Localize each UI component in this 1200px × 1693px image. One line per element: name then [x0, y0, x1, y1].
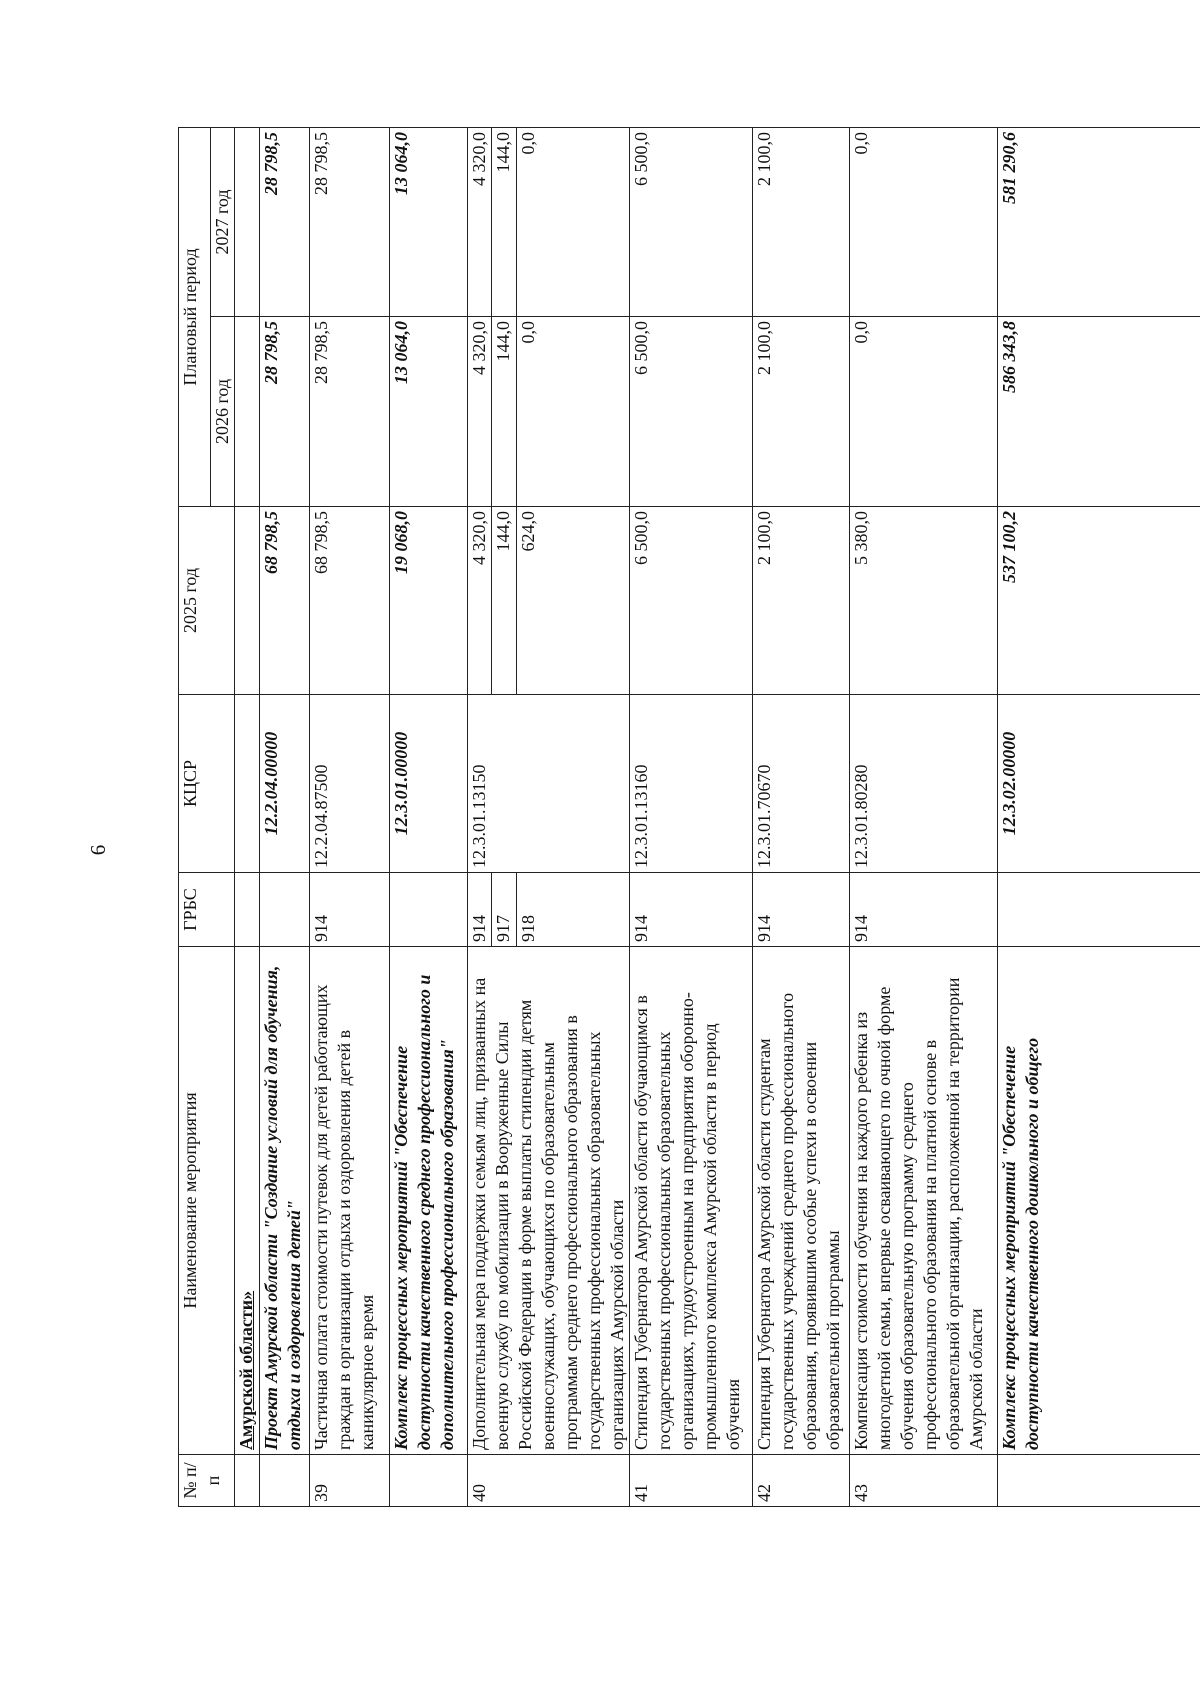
- header-kcsr: КЦСР: [179, 695, 235, 873]
- table-row: [753, 127, 850, 1506]
- row-2025: 537 100,2: [998, 507, 1200, 695]
- row-2027: 581 290,6: [998, 127, 1200, 316]
- row-2026: 4 320,0: [468, 317, 492, 507]
- row-2027: 28 798,5: [310, 127, 390, 316]
- row-2026: 13 064,0: [390, 317, 468, 507]
- row-kcsr: 12.3.01.00000: [390, 695, 468, 873]
- table-row: [260, 127, 310, 1506]
- row-grbs: 914: [850, 873, 998, 947]
- row-no: 41: [630, 1455, 753, 1507]
- row-name: Частичная оплата стоимости путевок для детей работающих граждан в организации отдыха и оздоровления детей в каникулярное время: [310, 947, 390, 1455]
- row-2025: 68 798,5: [260, 507, 310, 695]
- table-row: [390, 127, 468, 1506]
- row-2026: 2 100,0: [753, 317, 850, 507]
- row-name: Стипендия Губернатора Амурской области студентам государственных учреждений среднего профессионального образования, проявившим особые успехи в освоении образовательной программы: [753, 947, 850, 1455]
- rotated-table-wrapper: [178, 128, 1200, 1507]
- row-name: Компенсация стоимости обучения на каждого ребенка из многодетной семьи, впервые осваивающего по очной форме обучения образовательную программу среднего профессионального образования на платной основе в образовательной организации, расположенной на территории Амурской области: [850, 947, 998, 1455]
- row-2025: 624,0: [516, 507, 629, 695]
- row-2027: 4 320,0: [468, 127, 492, 316]
- header-2027: 2027 год: [211, 127, 235, 316]
- row-no: 39: [310, 1455, 390, 1507]
- row-2026: 0,0: [516, 317, 629, 507]
- row-2025: 19 068,0: [390, 507, 468, 695]
- row-2025: 68 798,5: [310, 507, 390, 695]
- row-name: Проект Амурской области "Создание условий для обучения, отдыха и оздоровления детей": [260, 947, 310, 1455]
- row-no: 40: [468, 1455, 630, 1507]
- row-name: Стипендия Губернатора Амурской области обучающимся в государственных профессиональных образовательных организациях, трудоустроенным на предприятия оборонно-промышленного комплекса Амурской области в период обучения: [630, 947, 753, 1455]
- row-2027: 0,0: [516, 127, 629, 316]
- row-kcsr: 12.3.01.13160: [630, 695, 753, 873]
- row-2026: 586 343,8: [998, 317, 1200, 507]
- row-kcsr: 12.3.01.70670: [753, 695, 850, 873]
- row-2027: 0,0: [850, 127, 998, 316]
- header-2025: 2025 год: [179, 507, 235, 695]
- row-name: Комплекс процессных мероприятий "Обеспечение доступности качественного среднего профессионального и дополнительного профессионального образования": [390, 947, 468, 1455]
- row-2025: 4 320,0: [468, 507, 492, 695]
- row-no: 42: [753, 1455, 850, 1507]
- page-number: 6: [86, 844, 110, 856]
- header-grbs: ГРБС: [179, 873, 235, 947]
- row-kcsr: 12.3.01.80280: [850, 695, 998, 873]
- row-kcsr: 12.3.02.00000: [998, 695, 1200, 873]
- table-row: [998, 127, 1200, 1506]
- header-name: Наименование мероприятия: [179, 947, 235, 1455]
- row-2026: 28 798,5: [260, 317, 310, 507]
- row-2027: 13 064,0: [390, 127, 468, 316]
- row-name: Амурской области»: [235, 947, 260, 1455]
- row-grbs: 914: [753, 873, 850, 947]
- row-name: Комплекс процессных мероприятий "Обеспечение доступности качественного дошкольного и общего: [998, 947, 1200, 1455]
- row-kcsr: 12.3.01.13150: [468, 695, 630, 873]
- row-kcsr: 12.2.04.87500: [310, 695, 390, 873]
- header-no: № п/п: [179, 1455, 235, 1507]
- row-2025: 5 380,0: [850, 507, 998, 695]
- row-name: Дополнительная мера поддержки семьям лиц, призванных на военную службу по мобилизации в Вооруженные Силы Российской Федерации в форме выплаты стипендии детям военнослужащих, обучающихся по образовательным программам среднего профессионального образования в государственных профессиональных образовательных организациях Амурской области: [468, 947, 630, 1455]
- header-planned: Плановый период: [179, 127, 211, 506]
- row-2027: 2 100,0: [753, 127, 850, 316]
- table-row: [630, 127, 753, 1506]
- table-row: [235, 127, 260, 1506]
- row-grbs: 914: [310, 873, 390, 947]
- row-2026: 0,0: [850, 317, 998, 507]
- row-grbs: 914: [468, 873, 492, 947]
- row-kcsr: 12.2.04.00000: [260, 695, 310, 873]
- row-2025: 2 100,0: [753, 507, 850, 695]
- table-row: [850, 127, 998, 1506]
- table-row: [468, 127, 492, 1506]
- row-grbs: 914: [630, 873, 753, 947]
- budget-table: [178, 127, 1200, 1507]
- row-2026: 28 798,5: [310, 317, 390, 507]
- row-no: 43: [850, 1455, 998, 1507]
- row-grbs: 917: [492, 873, 516, 947]
- row-2027: 28 798,5: [260, 127, 310, 316]
- row-2026: 144,0: [492, 317, 516, 507]
- row-2027: 144,0: [492, 127, 516, 316]
- row-grbs: 918: [516, 873, 629, 947]
- row-2026: 6 500,0: [630, 317, 753, 507]
- table-row: [310, 127, 390, 1506]
- row-2025: 6 500,0: [630, 507, 753, 695]
- row-2027: 6 500,0: [630, 127, 753, 316]
- row-2025: 144,0: [492, 507, 516, 695]
- header-2026: 2026 год: [211, 317, 235, 507]
